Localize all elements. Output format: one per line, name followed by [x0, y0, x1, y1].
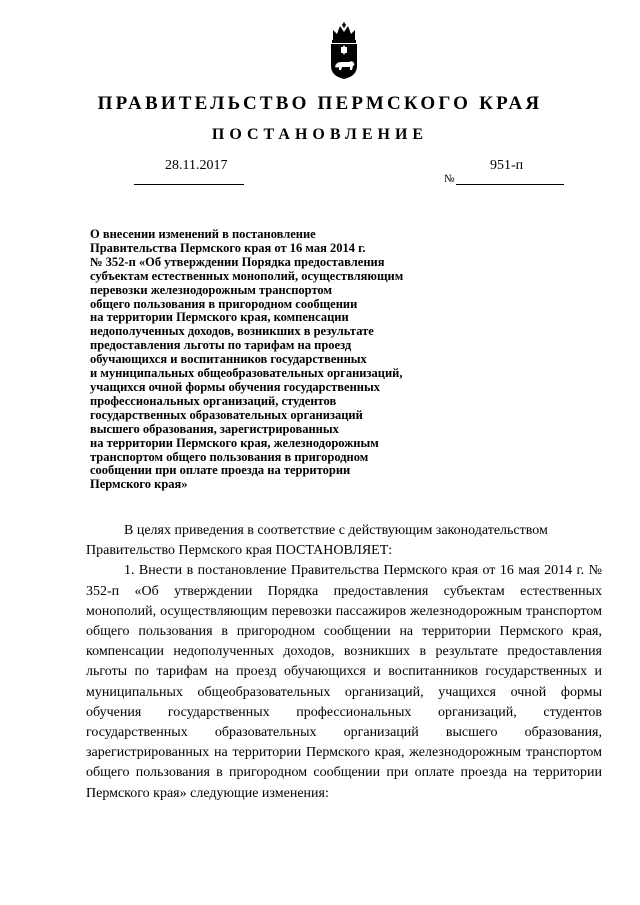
document-date: 28.11.2017: [165, 158, 228, 173]
date-underline: [134, 184, 244, 185]
subject-line: высшего образования, зарегистрированных: [90, 421, 339, 436]
subject-line: № 352-п «Об утверждении Порядка предоставления: [90, 254, 385, 269]
subject-line: общего пользования в пригородном сообщении: [90, 296, 358, 311]
number-sign: №: [444, 173, 455, 185]
subject-line: на территории Пермского края, железнодорожным: [90, 435, 379, 450]
subject-line: сообщении при оплате проезда на территории: [90, 463, 351, 478]
subject-line: учащихся очной формы обучения государственных: [90, 379, 380, 394]
subject-line: государственных образовательных организаций: [90, 407, 363, 422]
subject-line: Правительства Пермского края от 16 мая 2014 г.: [90, 240, 366, 255]
document-body: [86, 521, 602, 804]
subject-line: обучающихся и воспитанников государственных: [90, 352, 367, 367]
subject-line: перевозки железнодорожным транспортом: [90, 282, 332, 297]
document-number: 951-п: [490, 158, 524, 173]
subject-line: субъектам естественных монополий, осуществляющим: [90, 268, 404, 283]
subject-line: на территории Пермского края, компенсации: [90, 310, 349, 325]
subject-line: транспортом общего пользования в пригородном: [90, 449, 369, 464]
subject-line: предоставления льготы по тарифам на проезд: [90, 338, 352, 353]
subject-line: О внесении изменений в постановление: [90, 227, 316, 241]
number-underline: [456, 184, 564, 185]
subject-line: профессиональных организаций, студентов: [90, 393, 337, 408]
document-subject: [90, 228, 490, 492]
subject-line: и муниципальных общеобразовательных организаций,: [90, 366, 403, 381]
government-title: ПРАВИТЕЛЬСТВО ПЕРМСКОГО КРАЯ: [97, 93, 543, 114]
subject-line: Пермского края»: [90, 477, 188, 492]
subject-line: недополученных доходов, возникших в результате: [90, 324, 374, 339]
coat-of-arms-icon: [328, 22, 360, 80]
preamble-paragraph: В целях приведения в соответствие с действующим законодательством Правительство Пермского края ПОСТАНОВЛЯЕТ:: [86, 523, 548, 559]
document-type: ПОСТАНОВЛЕНИЕ: [211, 126, 429, 143]
item-1-paragraph: 1. Внести в постановление Правительства Пермского края от 16 мая 2014 г. № 352-п «Об утверждении Порядка предоставления субъектам естественных монополий, осуществляющим перевозки пассажиров железнодорожным транспортом общего пользования в пригородном сообщении на территории Пермского края, компенсации недополученных доходов, возникших в результате предоставления льготы по тарифам на проезд обучающихся и воспитанников государственных и муниципальных общеобразовательных организаций, учащихся очной формы обучения государственных профессиональных организаций, студентов государственных образовательных организаций высшего образования, зарегистрированных на территории Пермского края, железнодорожным транспортом общего пользования в пригородном сообщении при оплате проезда на территории Пермского края» следующие изменения:: [86, 563, 602, 801]
